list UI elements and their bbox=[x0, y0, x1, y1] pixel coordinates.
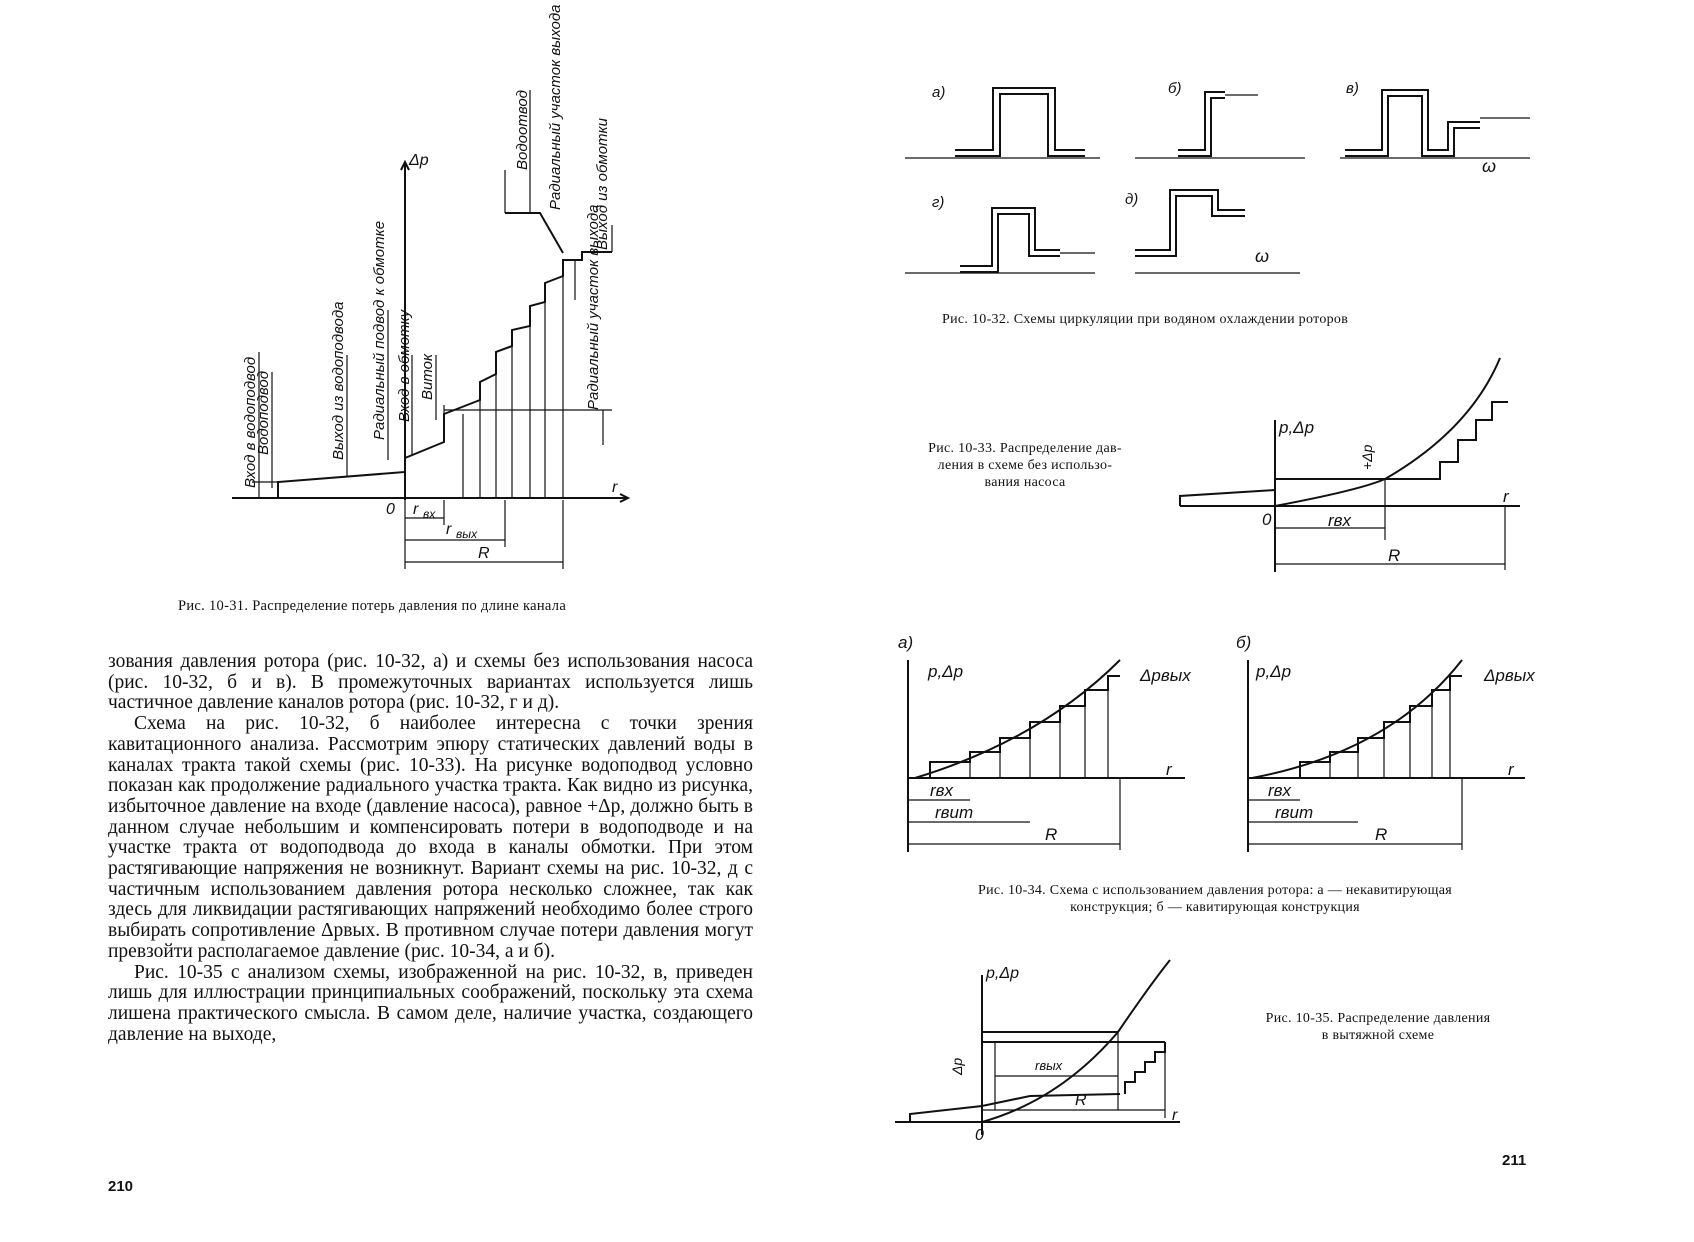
figure-10-33 bbox=[1180, 358, 1520, 572]
panel-a-label: а) bbox=[898, 633, 914, 652]
label-vyhod-iz-vodopodvoda: Выход из водоподвода bbox=[330, 301, 347, 460]
label-plus-dp: +Δp bbox=[1359, 444, 1375, 470]
label-dp: Δp bbox=[949, 1057, 965, 1075]
label-r-out: r bbox=[446, 521, 452, 538]
label-origin: 0 bbox=[386, 501, 395, 518]
label-origin: 0 bbox=[975, 1127, 984, 1144]
paragraph-1: зования давления ротора (рис. 10-32, а) и схемы без использования насоса (рис. 10-32, б и в). В промежуточных вариантах используется лишь частичное давление каналов ротора (рис. 10-32, г и д). bbox=[108, 651, 753, 714]
label-vitok: Виток bbox=[419, 353, 436, 400]
label-r-axis: r bbox=[612, 479, 618, 496]
caption-fig-10-34 bbox=[890, 882, 1540, 916]
label-r: r bbox=[1503, 487, 1509, 506]
label-p-dp: p,Δp bbox=[1256, 662, 1292, 681]
label-r-in: rвх bbox=[930, 781, 954, 800]
caption-fig-10-32: Рис. 10-32. Схемы циркуляции при водяном охлаждении роторов bbox=[942, 312, 1349, 327]
figure-10-35 bbox=[895, 960, 1180, 1144]
label-R: R bbox=[1388, 546, 1401, 565]
caption-fig-10-33-line-2: ления в схеме без использо- bbox=[937, 458, 1113, 473]
label-R: R bbox=[1045, 825, 1058, 844]
panel-b-label: б) bbox=[1168, 80, 1182, 97]
label-r-in: rвх bbox=[1328, 511, 1352, 530]
label-r: r bbox=[1172, 1107, 1178, 1124]
label-p-dp: p,Δp bbox=[928, 662, 964, 681]
page-number-right: 211 bbox=[1502, 1152, 1527, 1169]
panel-d-label: д) bbox=[1125, 191, 1139, 208]
panel-g-label: г) bbox=[932, 194, 945, 211]
label-r: r bbox=[1508, 760, 1514, 779]
label-vhod-v-obmotku: Вход в обмотку bbox=[396, 309, 413, 422]
page-number-left: 210 bbox=[108, 1178, 134, 1195]
paragraph-3: Рис. 10-35 с анализом схемы, изображенной на рис. 10-32, в, приведен лишь для иллюстрации принципиальных соображений, поскольку эта схема лишена практического смысла. В самом деле, наличие участка, создающего давление на выходе, bbox=[108, 961, 753, 1045]
label-radialny-uchastok-vyhoda-top: Радиальный участок выхода bbox=[547, 4, 564, 210]
caption-fig-10-35 bbox=[1218, 1010, 1538, 1044]
figure-10-32 bbox=[905, 80, 1530, 273]
label-dp-axis: Δp bbox=[409, 152, 429, 169]
label-r-in-sub: вх bbox=[423, 507, 436, 521]
caption-fig-10-34-line-1: Рис. 10-34. Схема с использованием давления ротора: а — некавитирующая bbox=[978, 883, 1452, 898]
label-p-dp: p,Δp bbox=[1279, 418, 1315, 437]
caption-fig-10-33-line-1: Рис. 10-33. Распределение дав- bbox=[928, 441, 1122, 456]
omega-label-v: ω bbox=[1482, 156, 1497, 176]
label-R: R bbox=[1375, 825, 1388, 844]
label-r-out: rвых bbox=[1035, 1058, 1063, 1073]
caption-fig-10-33-line-3: вания насоса bbox=[984, 475, 1066, 490]
caption-fig-10-31: Рис. 10-31. Распределение потерь давления по длине канала bbox=[178, 598, 567, 614]
panel-a-label: а) bbox=[932, 84, 946, 101]
label-radialny-podvod: Радиальный подвод к обмотке bbox=[371, 220, 388, 440]
label-r-in: r bbox=[413, 501, 419, 518]
panel-v-label: в) bbox=[1346, 80, 1359, 97]
caption-fig-10-33 bbox=[885, 440, 1165, 491]
label-vyhod-iz-obmotki: Выход из обмотки bbox=[594, 118, 611, 250]
caption-fig-10-35-line-2: в вытяжной схеме bbox=[1321, 1028, 1435, 1043]
label-r-vit: rвит bbox=[1275, 803, 1314, 822]
label-p-dp: p,Δp bbox=[986, 965, 1019, 982]
label-radialny-uchastok-vyhoda-bottom: Радиальный участок выхода bbox=[585, 204, 602, 410]
label-r-in: rвх bbox=[1268, 781, 1292, 800]
figure-10-34-b bbox=[1236, 633, 1535, 852]
label-vodootvod: Водоотвод bbox=[514, 90, 531, 170]
label-r-out-sub: вых bbox=[456, 527, 478, 541]
paragraph-2: Схема на рис. 10-32, б наиболее интересна с точки зрения кавитационного анализа. Рассмотрим эпюру статических давлений воды в каналах тракта такой схемы (рис. 10-33). На рисунке водоподвод условно показан как продолжение радиального участка тракта. Как видно из рисунка, избыточное давление на входе (давление насоса), равное +Δp, должно быть в данном случае небольшим и компенсировать потери в водоподводе и на участке тракта от водоподвода до входа в каналы обмотки. При этом растягивающие напряжения не возникнут. Вариант схемы на рис. 10-32, д с частичным использованием давления ротора несколько сложнее, так как здесь для ликвидации растягивающих напряжений необходимо более строго выбирать сопротивление Δpвых. В противном случае потери давления могут превзойти располагаемое давление (рис. 10-34, а и б). bbox=[108, 713, 753, 962]
panel-b-label: б) bbox=[1236, 633, 1252, 652]
label-dp-out: Δpвых bbox=[1140, 666, 1191, 685]
omega-label-d: ω bbox=[1255, 246, 1270, 266]
figure-10-34-a bbox=[898, 633, 1191, 852]
caption-fig-10-34-line-2: конструкция; б — кавитирующая конструкция bbox=[1070, 900, 1360, 915]
figure-10-31 bbox=[232, 4, 628, 569]
label-vhod-v-vodopodvod: Вход в водоподвод bbox=[242, 356, 259, 488]
label-dp-out: Δpвых bbox=[1484, 666, 1535, 685]
label-r: r bbox=[1166, 760, 1172, 779]
label-origin: 0 bbox=[1262, 510, 1272, 529]
label-R: R bbox=[478, 545, 490, 562]
label-r-vit: rвит bbox=[935, 803, 974, 822]
label-vodopodvod: Водоподвод bbox=[255, 370, 272, 455]
label-R: R bbox=[1075, 1092, 1087, 1109]
caption-fig-10-35-line-1: Рис. 10-35. Распределение давления bbox=[1265, 1011, 1491, 1026]
body-text bbox=[108, 652, 753, 1045]
